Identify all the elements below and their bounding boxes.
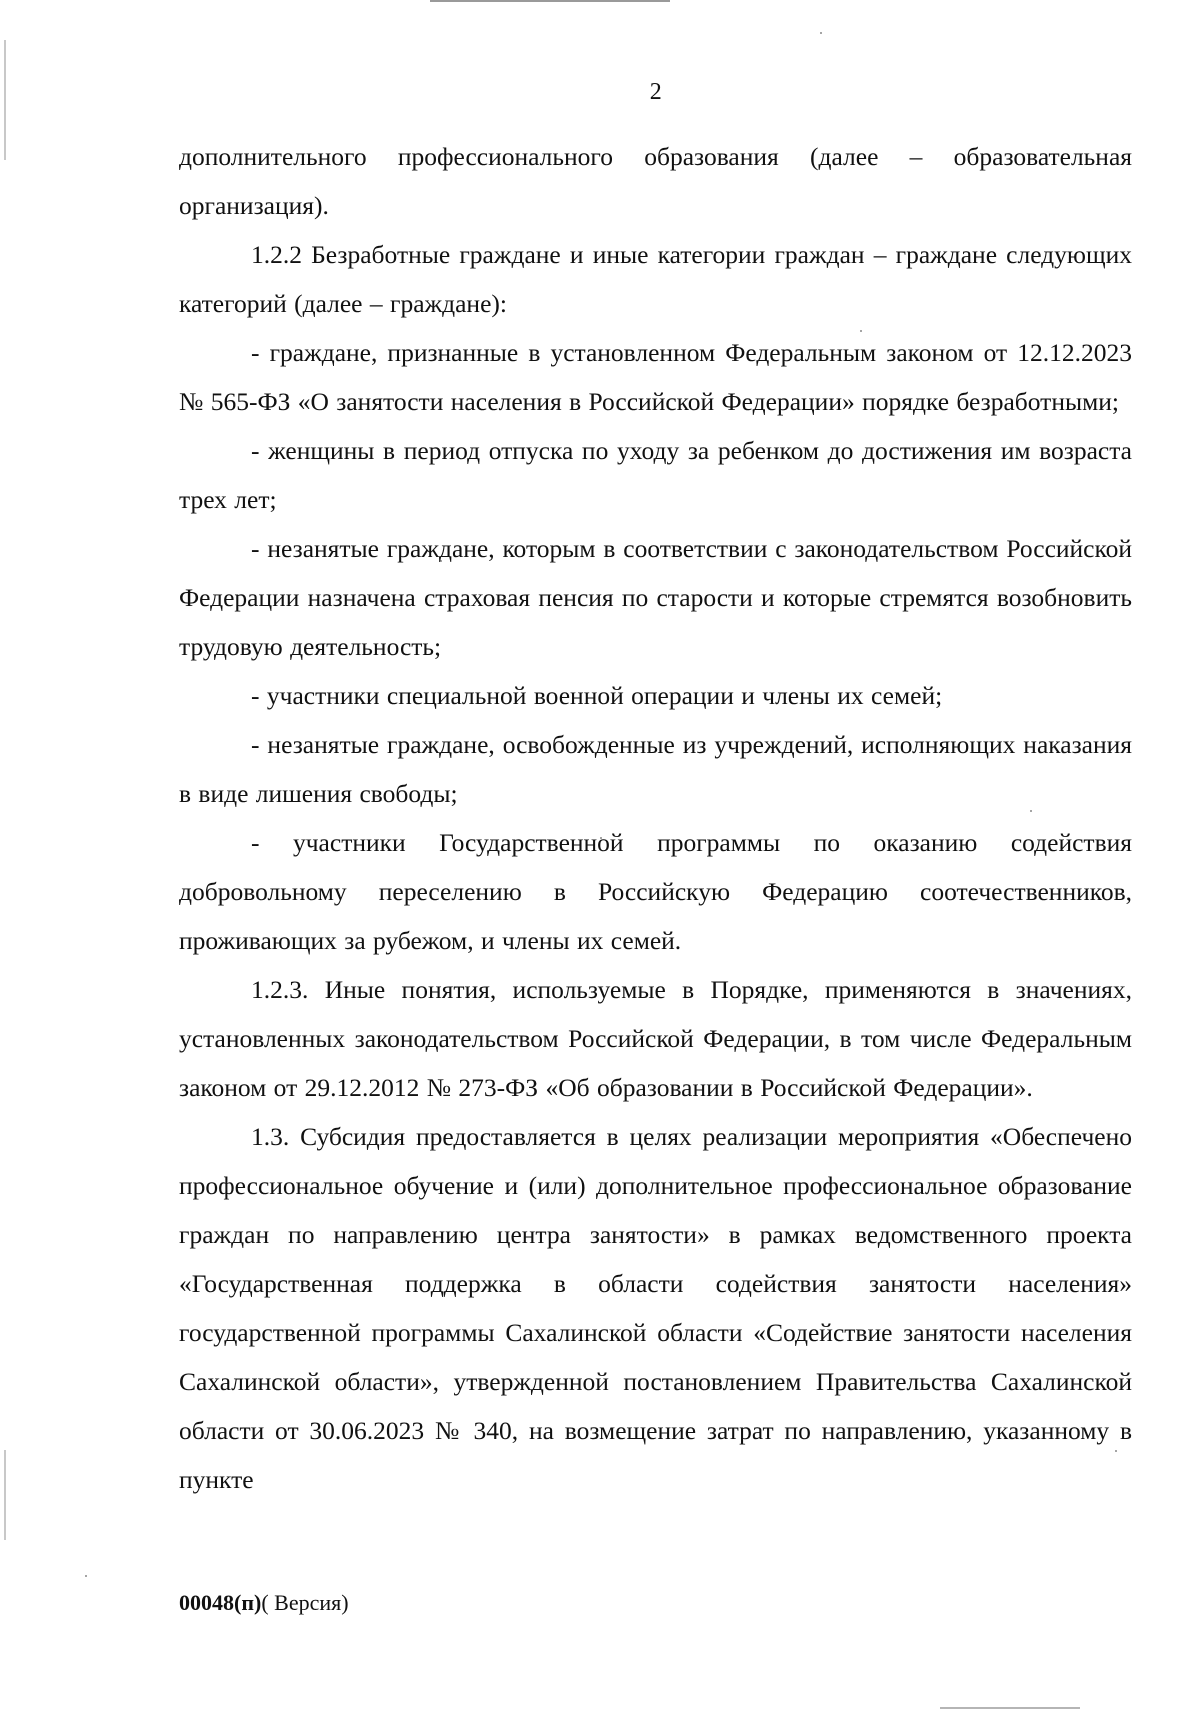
paragraph-1-2-3: 1.2.3. Иные понятия, используемые в Порядке, применяются в значениях, установленных законодательством Российской Федерации, в том числе Федеральным законом от 29.12.2012 № 273-ФЗ «Об образовании в Российской Федерации». [179, 975, 1132, 1102]
scan-edge-mark [4, 1450, 6, 1540]
version-label: ( Версия) [261, 1590, 349, 1615]
paragraph-continuation: дополнительного профессионального образования (далее – образовательная организация). [179, 142, 1132, 220]
list-item-svo-participants: - участники специальной военной операции и члены их семей; [251, 681, 943, 710]
document-footer [179, 1589, 349, 1617]
list-item-unemployed: - граждане, признанные в установленном Федеральным законом от 12.12.2023 № 565-ФЗ «О занятости населения в Российской Федерации» порядке безработными; [179, 338, 1132, 416]
paragraph-1-2-2: 1.2.2 Безработные граждане и иные категории граждан – граждане следующих категорий (далее – граждане): [179, 240, 1132, 318]
scan-artifact-bottom [940, 1707, 1080, 1709]
list-item-women-leave: - женщины в период отпуска по уходу за ребенком до достижения им возраста трех лет; [179, 436, 1132, 514]
scan-artifact-top [430, 0, 670, 2]
scan-speck [820, 32, 822, 34]
list-item-pensioners: - незанятые граждане, которым в соответствии с законодательством Российской Федерации назначена страховая пенсия по старости и которые стремятся возобновить трудовую деятельность; [179, 534, 1132, 661]
document-body [179, 132, 1132, 1504]
document-code: 00048(п) [179, 1590, 262, 1615]
list-item-released: - незанятые граждане, освобожденные из учреждений, исполняющих наказания в виде лишения свободы; [179, 730, 1132, 808]
page-number: 2 [649, 79, 663, 105]
list-item-compatriots: - участники Государственной программы по оказанию содействия добровольному переселению в Российскую Федерацию соотечественников, проживающих за рубежом, и члены их семей. [179, 828, 1132, 955]
scan-speck [85, 1575, 87, 1577]
paragraph-1-3: 1.3. Субсидия предоставляется в целях реализации мероприятия «Обеспечено профессиональное обучение и (или) дополнительное профессиональное образование граждан по направлению центра занятости» в рамках ведомственного проекта «Государственная поддержка в области содействия занятости населения» государственной программы Сахалинской области «Содействие занятости населения Сахалинской области», утвержденной постановлением Правительства Сахалинской области от 30.06.2023 № 340, на возмещение затрат по направлению, указанному в пункте [179, 1122, 1132, 1494]
